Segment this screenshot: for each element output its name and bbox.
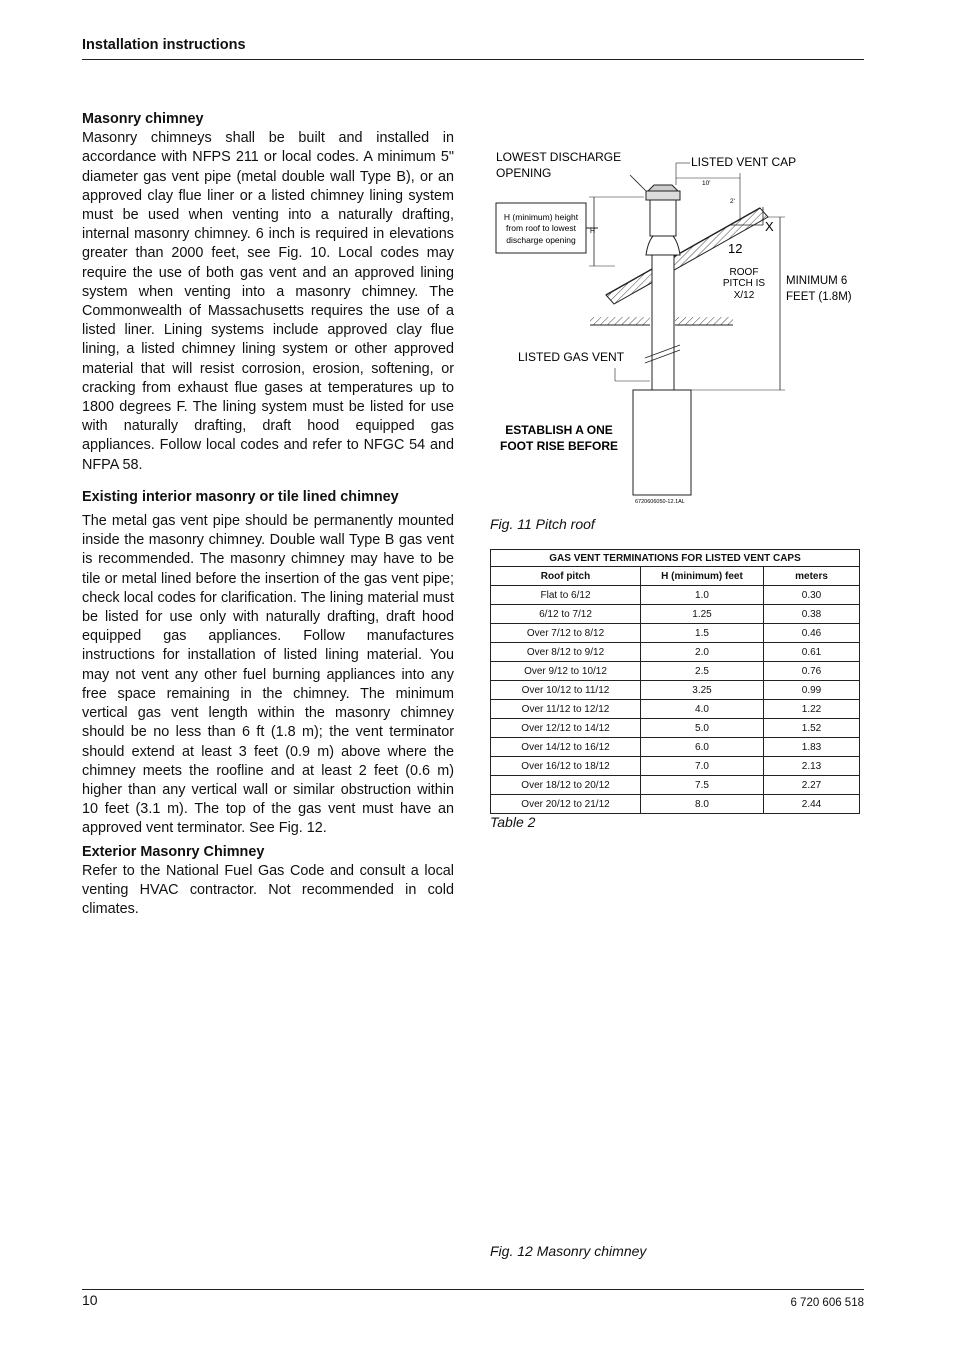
table-cell: 2.27 xyxy=(764,776,860,795)
table-cell: 1.25 xyxy=(641,605,764,624)
table2-caption: Table 2 xyxy=(490,814,536,830)
table-cell: 1.0 xyxy=(641,586,764,605)
table-cell: 0.46 xyxy=(764,624,860,643)
vent-cap xyxy=(646,191,680,200)
header-title: Installation instructions xyxy=(82,37,246,53)
table-row xyxy=(491,681,860,700)
table-row xyxy=(491,643,860,662)
table-cell: 1.83 xyxy=(764,738,860,757)
table-cell: 0.99 xyxy=(764,681,860,700)
table-header-row xyxy=(491,567,860,586)
table-cell: 2.13 xyxy=(764,757,860,776)
table-row xyxy=(491,738,860,757)
table-cell: 3.25 xyxy=(641,681,764,700)
section-heading: Existing interior masonry or tile lined chimney xyxy=(82,488,399,505)
label-minimum-height: MINIMUM 6 xyxy=(786,275,848,287)
table-body xyxy=(491,586,860,814)
document-number: 6 720 606 518 xyxy=(790,1297,864,1309)
gas-vent-pipe xyxy=(652,255,674,390)
ceiling-section-left xyxy=(590,317,650,325)
section-heading: Masonry chimney xyxy=(82,111,204,127)
vent-terminations-table xyxy=(490,549,860,814)
table-cell: Flat to 6/12 xyxy=(491,586,641,605)
table-row xyxy=(491,662,860,681)
table-cell: 1.22 xyxy=(764,700,860,719)
table-cell: 2.5 xyxy=(641,662,764,681)
table-cell: 7.5 xyxy=(641,776,764,795)
roof-pitch-label: X/12 xyxy=(733,290,755,301)
h-box-text: from roof to lowest xyxy=(506,223,576,233)
table-row xyxy=(491,795,860,814)
header-divider xyxy=(82,59,864,60)
table-row xyxy=(491,624,860,643)
label-listed-gas-vent: LISTED GAS VENT xyxy=(518,350,625,364)
table-cell: Over 7/12 to 8/12 xyxy=(491,624,641,643)
lowest-discharge-leader xyxy=(630,175,646,191)
table-cell: Over 14/12 to 16/12 xyxy=(491,738,641,757)
page-number: 10 xyxy=(82,1292,98,1308)
fig12-caption: Fig. 12 Masonry chimney xyxy=(490,1243,647,1259)
section-heading: Exterior Masonry Chimney xyxy=(82,843,265,860)
table-cell: 6.0 xyxy=(641,738,764,757)
label-lowest-discharge: OPENING xyxy=(496,166,552,180)
table-cell: Over 10/12 to 11/12 xyxy=(491,681,641,700)
table-row xyxy=(491,757,860,776)
table-row xyxy=(491,719,860,738)
left-column xyxy=(82,110,454,919)
ten-foot-label: 10' xyxy=(702,180,711,187)
section-paragraph: Masonry chimneys shall be built and installed in accordance with NFPS 211 or local codes. A minimum 5" diameter gas vent pipe (metal double wall Type B), or an approved clay flue liner or a listed chimney lining system must be used when venting into a naturally drafting, internal masonry chimney. 6 inch is required in elevations greater than 2000 feet, see Fig. 10. Local codes may require the use of both gas vent and an approved lining system when venting into a masonry chimney. The Commonwealth of Massachusetts requires the use of a listed liner. Lining systems include approved clay flue lining, a listed chimney lining system or other approved material that will resist corrosion, erosion, softening, or cracking from exhaust flue gases at temperatures up to 1800 degrees F. The lining system must be listed for use with naturally drafting, draft hood equipped gas appliances. Follow local codes and refer to NFGC 54 and NFPA 58. xyxy=(82,130,454,473)
roof-pitch-label: PITCH IS xyxy=(722,278,766,289)
vent-flashing xyxy=(646,235,680,255)
table-cell: Over 8/12 to 9/12 xyxy=(491,643,641,662)
label-establish-rise: FOOT RISE BEFORE xyxy=(499,439,619,453)
table-cell: 1.52 xyxy=(764,719,860,738)
roof-pitch-label: ROOF xyxy=(729,267,759,278)
table-row xyxy=(491,776,860,795)
column-header: H (minimum) feet xyxy=(641,567,764,586)
table-cell: Over 9/12 to 10/12 xyxy=(491,662,641,681)
table-cell: Over 20/12 to 21/12 xyxy=(491,795,641,814)
label-listed-vent-cap: LISTED VENT CAP xyxy=(691,155,797,169)
table-title-row xyxy=(491,550,860,567)
label-lowest-discharge: LOWEST DISCHARGE xyxy=(496,150,622,164)
table-cell: 2.44 xyxy=(764,795,860,814)
ceiling-section-right xyxy=(675,317,733,325)
table-cell: 0.38 xyxy=(764,605,860,624)
appliance-box xyxy=(633,390,691,495)
section-paragraph: The metal gas vent pipe should be permanently mounted inside the masonry chimney. Double wall Type B gas vent is recommended. The masonry chimney may have to be tile or metal lined before the insertion of the gas vent pipe; check local codes for clarification. The lining material must be listed for use only with naturally drafting, draft hood equipped gas appliances. Follow manufactures instructions for installation of listed lining material. You may not vent any other fuel burning appliances into any free space remaining in the chimney. The minimum vertical gas vent length within the masonry chimney should be no less than 6 ft (1.8 m); the vent terminator should extend at least 3 feet (0.9 m) above where the chimney meets the roofline and at least 2 feet (0.6 m) higher than any vertical wall or similar obstruction within 10 feet (3.1 m). The top of the gas vent must have an approved vent terminator. See Fig. 12. xyxy=(82,513,454,837)
table-cell: 4.0 xyxy=(641,700,764,719)
table-cell: 6/12 to 7/12 xyxy=(491,605,641,624)
table-cell: Over 12/12 to 14/12 xyxy=(491,719,641,738)
pitch-roof-diagram xyxy=(490,145,870,515)
table-cell: 0.76 xyxy=(764,662,860,681)
h-box-text: H (minimum) height xyxy=(503,212,579,222)
drawing-code: 6720606050-12.1AL xyxy=(635,499,685,505)
label-minimum-height: FEET (1.8M) xyxy=(786,291,852,303)
table-row xyxy=(491,700,860,719)
section-paragraph: Refer to the National Fuel Gas Code and consult a local venting HVAC contractor. Not recommended in cold climates. xyxy=(82,862,454,918)
table-cell: 0.30 xyxy=(764,586,860,605)
table-cell: Over 11/12 to 12/12 xyxy=(491,700,641,719)
footer-divider xyxy=(82,1289,864,1290)
table-row xyxy=(491,605,860,624)
table-title: GAS VENT TERMINATIONS FOR LISTED VENT CAPS xyxy=(491,550,860,567)
pitch-run-label: 12 xyxy=(728,241,743,256)
table-cell: Over 18/12 to 20/12 xyxy=(491,776,641,795)
table-cell: 5.0 xyxy=(641,719,764,738)
column-header: Roof pitch xyxy=(491,567,641,586)
table-cell: Over 16/12 to 18/12 xyxy=(491,757,641,776)
pitch-x-label: X xyxy=(765,219,774,234)
table-cell: 7.0 xyxy=(641,757,764,776)
fig11-caption: Fig. 11 Pitch roof xyxy=(490,516,595,532)
two-foot-label: 2' xyxy=(730,198,735,205)
table-cell: 2.0 xyxy=(641,643,764,662)
table-cell: 0.61 xyxy=(764,643,860,662)
h-letter: H xyxy=(590,228,596,235)
column-header: meters xyxy=(764,567,860,586)
label-establish-rise: ESTABLISH A ONE xyxy=(505,423,613,437)
table-cell: 1.5 xyxy=(641,624,764,643)
table-row xyxy=(491,586,860,605)
h-box-text: discharge opening xyxy=(506,235,576,245)
table-cell: 8.0 xyxy=(641,795,764,814)
